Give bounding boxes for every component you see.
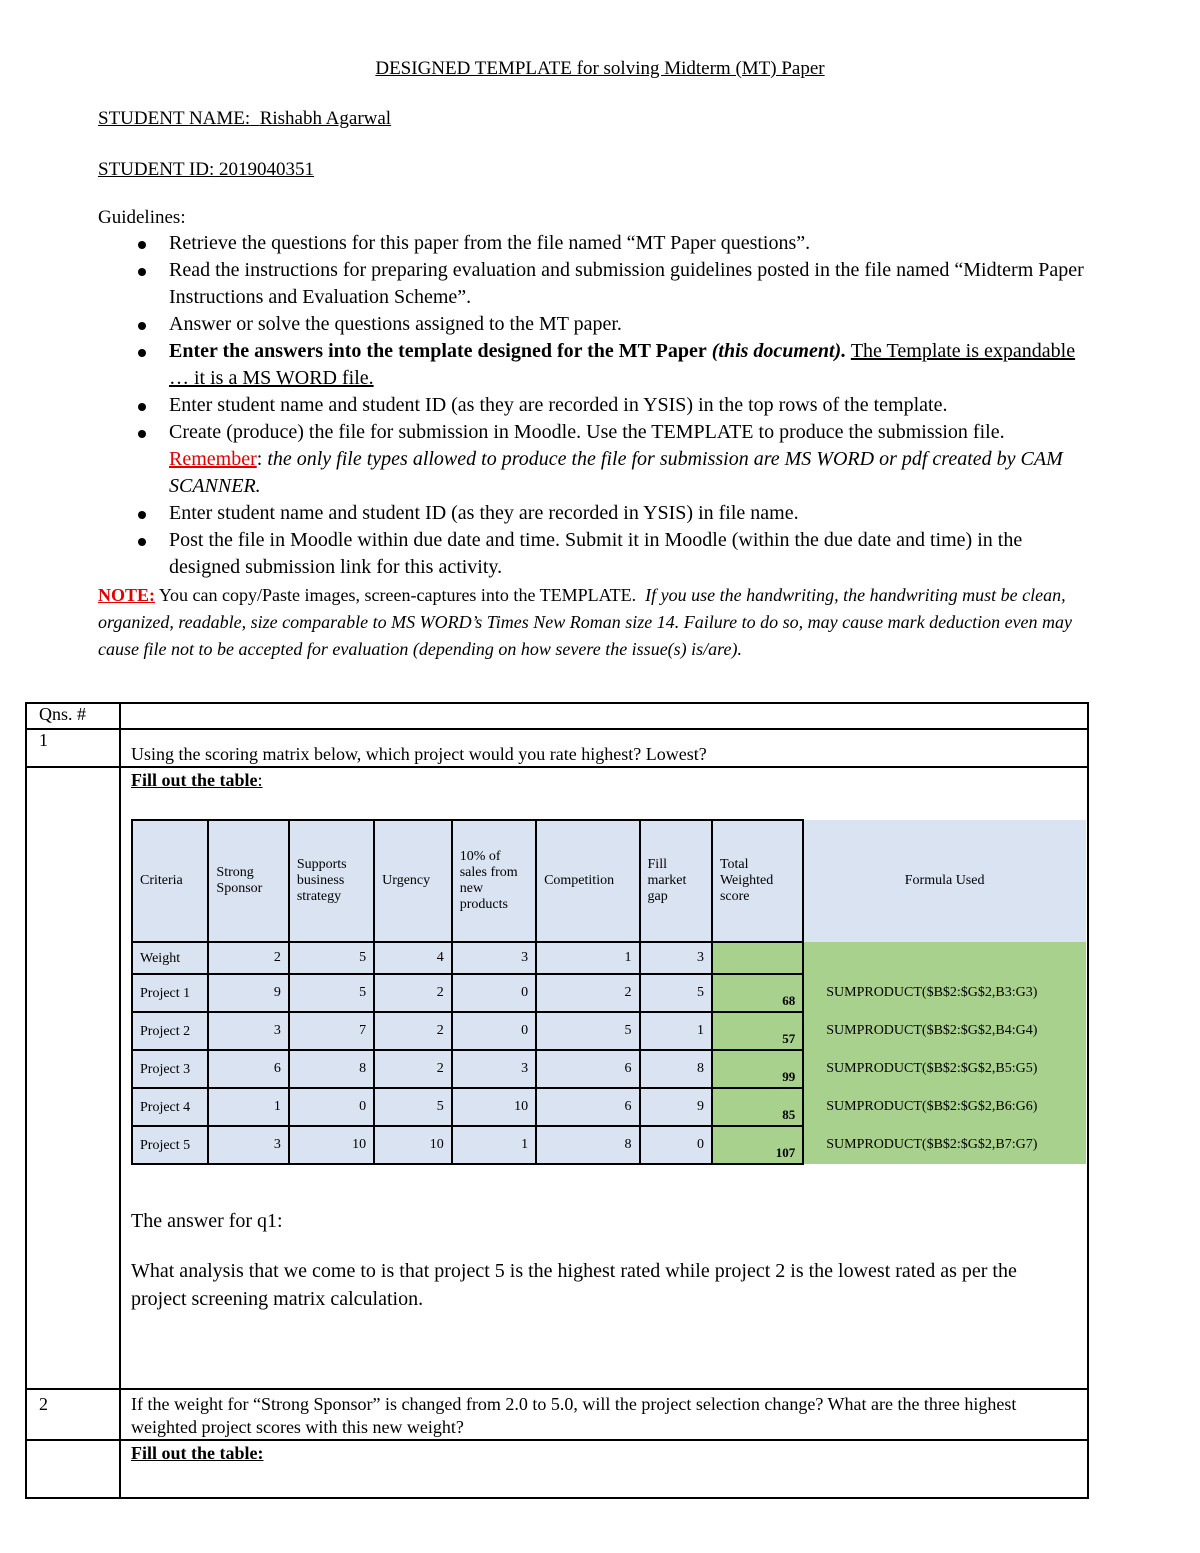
- guideline-item: Answer or solve the questions assigned to the MT paper.: [98, 311, 1098, 338]
- table-row: Project 5 3 10 10 1 8 0 107 SUMPRODUCT($B$2:$G$2,B7:G7): [132, 1126, 1086, 1164]
- guideline-item: Enter student name and student ID (as they are recorded in YSIS) in file name.: [98, 500, 1098, 527]
- bullet-icon: [138, 241, 146, 249]
- header-cell: Total Weighted score: [712, 820, 803, 942]
- student-name-label: STUDENT NAME:: [98, 108, 251, 129]
- guideline-item: Read the instructions for preparing evaluation and submission guidelines posted in the file named “Midterm Paper Instructions and Evaluation Scheme”.: [98, 257, 1098, 311]
- q2-number: 2: [26, 1389, 120, 1440]
- guideline-item: Enter the answers into the template designed for the MT Paper (this document). The Template is expandable … it is a MS WORD file.: [98, 338, 1098, 392]
- bullet-icon: [138, 538, 146, 546]
- student-id-label: STUDENT ID:: [98, 159, 215, 180]
- header-cell: Fill market gap: [640, 820, 712, 942]
- q2-text: If the weight for “Strong Sponsor” is changed from 2.0 to 5.0, will the project selection change? What are the three highest weighted project scores with this new weight?: [120, 1389, 1088, 1440]
- header-cell: Strong Sponsor: [208, 820, 288, 942]
- table-row: Project 1 9 5 2 0 2 5 68 SUMPRODUCT($B$2:$G$2,B3:G3): [132, 974, 1086, 1012]
- note-paragraph: [98, 582, 1088, 663]
- question-table: [25, 702, 1089, 1499]
- table-row: Weight 2 5 4 3 1 3: [132, 942, 1086, 974]
- note-label: NOTE:: [98, 585, 156, 605]
- guideline-item: Retrieve the questions for this paper from the file named “MT Paper questions”.: [98, 230, 1098, 257]
- bullet-icon: [138, 268, 146, 276]
- q1-text: Using the scoring matrix below, which project would you rate highest? Lowest?: [120, 729, 1088, 767]
- guidelines-list: [98, 230, 1098, 581]
- table-row: Project 4 1 0 5 10 6 9 85 SUMPRODUCT($B$2:$G$2,B6:G6): [132, 1088, 1086, 1126]
- bullet-icon: [138, 322, 146, 330]
- header-cell: Urgency: [374, 820, 452, 942]
- answer-text: What analysis that we come to is that project 5 is the highest rated while project 2 is the lowest rated as per the project screening matrix calculation.: [131, 1260, 1017, 1310]
- header-cell: Competition: [536, 820, 639, 942]
- header-cell: Criteria: [132, 820, 208, 942]
- note-text: You can copy/Paste images, screen-captures into the TEMPLATE.: [158, 585, 637, 605]
- q2-fill-table-label: Fill out the table:: [131, 1443, 264, 1463]
- scoring-matrix: [131, 819, 1087, 1165]
- bullet-icon: [138, 511, 146, 519]
- table-row: Project 3 6 8 2 3 6 8 99 SUMPRODUCT($B$2:$G$2,B5:G5): [132, 1050, 1086, 1088]
- document-title: DESIGNED TEMPLATE for solving Midterm (MT) Paper: [375, 58, 825, 79]
- header-cell: 10% of sales from new products: [452, 820, 536, 942]
- bullet-icon: [138, 403, 146, 411]
- student-id-line: [98, 159, 314, 181]
- student-name-line: [98, 108, 391, 130]
- header-cell-formula: Formula Used: [803, 820, 1086, 942]
- guidelines-heading: Guidelines:: [98, 207, 186, 228]
- student-name-value: Rishabh Agarwal: [259, 108, 392, 129]
- guideline-item: Create (produce) the file for submission in Moodle. Use the TEMPLATE to produce the submission file. Remember: the only file types allowed to produce the file for submission are MS WORD or pdf created by CAM SCANNER.: [98, 419, 1098, 500]
- fill-table-label: Fill out the table:: [131, 770, 263, 790]
- table-row: Project 2 3 7 2 0 5 1 57 SUMPRODUCT($B$2:$G$2,B4:G4): [132, 1012, 1086, 1050]
- q1-number: 1: [26, 729, 120, 767]
- guideline-item: Enter student name and student ID (as they are recorded in YSIS) in the top rows of the template.: [98, 392, 1098, 419]
- bullet-icon: [138, 430, 146, 438]
- note-italic: If you use the handwriting, the handwriting must be clean, organized, readable, size comparable to MS WORD’s Times New Roman size 14. Failure to do so, may cause mark deduction even may cause file not to be accepted for evaluation (depending on how severe the issue(s) is/are).: [98, 585, 1073, 659]
- bullet-icon: [138, 349, 146, 357]
- guideline-item: Post the file in Moodle within due date and time. Submit it in Moodle (within the due date and time) in the designed submission link for this activity.: [98, 527, 1098, 581]
- student-id-value: 2019040351: [219, 159, 315, 180]
- answer-label: The answer for q1:: [131, 1210, 283, 1232]
- qns-header: Qns. #: [26, 703, 120, 729]
- header-cell: Supports business strategy: [289, 820, 374, 942]
